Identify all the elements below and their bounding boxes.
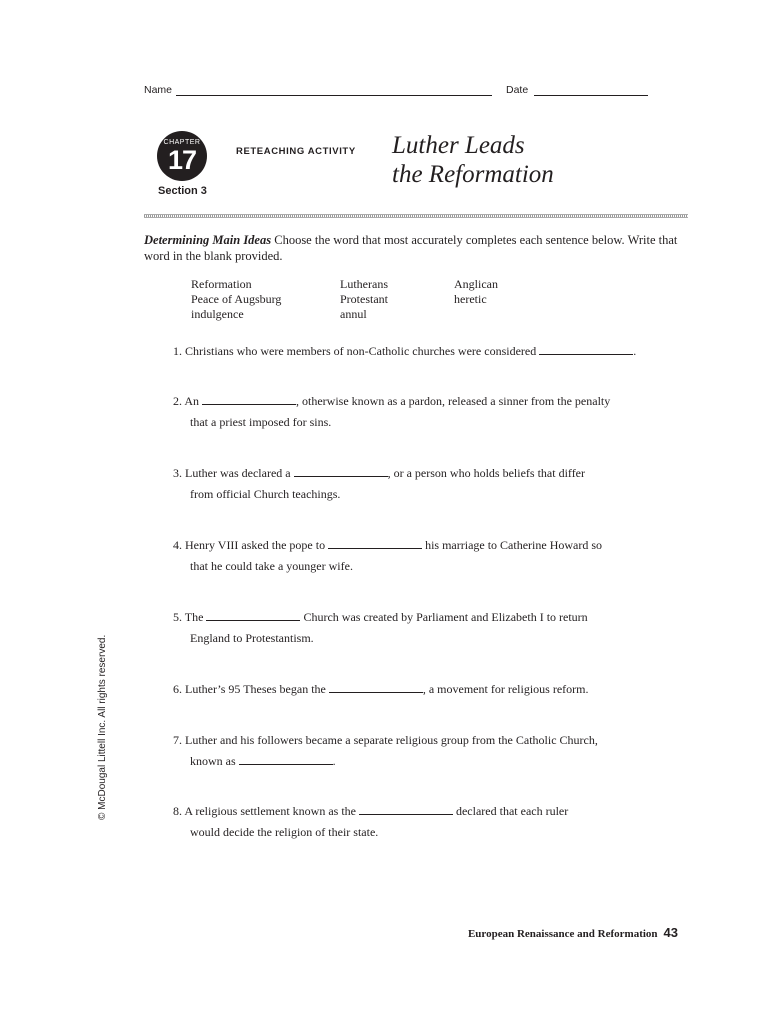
- question-text: 6. Luther’s 95 Theses began the: [173, 682, 326, 696]
- word-bank-item: Peace of Augsburg: [191, 292, 282, 306]
- question-text: 3. Luther was declared a: [173, 466, 291, 480]
- instructions-lead: Determining Main Ideas: [144, 233, 272, 247]
- question-text: .: [633, 344, 637, 358]
- page-footer: [468, 925, 678, 940]
- word-bank-item: heretic: [454, 292, 487, 306]
- page-title: [392, 131, 554, 189]
- page-number: 43: [663, 925, 678, 940]
- question-text: his marriage to Catherine Howard so: [425, 538, 603, 552]
- question-text: that he could take a younger wife.: [190, 559, 353, 573]
- question-text: Church was created by Parliament and Elizabeth I to return: [303, 610, 588, 624]
- question-text: , otherwise known as a pardon, released a sinner from the penalty: [296, 394, 611, 408]
- title-line-2: the Reformation: [392, 161, 554, 188]
- question-text: 2. An: [173, 394, 200, 408]
- question-text: England to Protestantism.: [190, 631, 314, 645]
- answer-blank-5[interactable]: [206, 619, 300, 621]
- title-line-1: Luther Leads: [392, 132, 525, 159]
- word-bank-item: Anglican: [454, 277, 498, 291]
- name-label: Name: [144, 84, 173, 96]
- word-bank-item: Reformation: [191, 277, 252, 291]
- answer-blank-4[interactable]: [328, 547, 422, 549]
- answer-blank-7[interactable]: [239, 763, 333, 765]
- question-text: 8. A religious settlement known as the: [173, 804, 356, 818]
- question-text: declared that each ruler: [455, 804, 569, 818]
- date-label: Date: [506, 84, 529, 96]
- activity-label: RETEACHING ACTIVITY: [236, 146, 356, 157]
- word-bank-item: Protestant: [340, 292, 388, 306]
- question-text: 1. Christians who were members of non-Catholic churches were considered: [173, 344, 537, 358]
- word-bank-col-2: [340, 277, 388, 322]
- chapter-badge: [157, 131, 207, 181]
- question-text: 4. Henry VIII asked the pope to: [173, 538, 326, 552]
- name-field[interactable]: [176, 95, 492, 96]
- chapter-label: CHAPTER: [163, 139, 201, 146]
- answer-blank-8[interactable]: [359, 813, 453, 815]
- question-text: that a priest imposed for sins.: [190, 415, 332, 429]
- answer-blank-6[interactable]: [329, 691, 423, 693]
- question-text: 7. Luther and his followers became a separate religious group from the Catholic Church,: [173, 733, 598, 747]
- answer-blank-1[interactable]: [539, 353, 633, 355]
- answer-blank-2[interactable]: [202, 403, 296, 405]
- question-text: from official Church teachings.: [190, 487, 341, 501]
- chapter-number: 17: [167, 145, 197, 175]
- section-label: Section 3: [158, 185, 207, 197]
- answer-blank-3[interactable]: [294, 475, 388, 477]
- question-text: would decide the religion of their state.: [190, 825, 379, 839]
- question-text: , a movement for religious reform.: [422, 682, 589, 696]
- word-bank-item: Lutherans: [340, 277, 388, 291]
- date-field[interactable]: [534, 95, 648, 96]
- question-text: known as: [190, 754, 236, 768]
- word-bank-item: indulgence: [191, 307, 244, 321]
- question-text: 5. The: [173, 610, 204, 624]
- word-bank-col-3: [454, 277, 498, 307]
- instructions: [144, 232, 684, 264]
- word-bank-col-1: [191, 277, 281, 322]
- instructions-text: Choose the word that most accurately completes each sentence below. Write that word in the blank provided.: [144, 233, 678, 263]
- word-bank-item: annul: [340, 307, 367, 321]
- divider-rule: [144, 214, 688, 218]
- copyright-notice: © McDougal Littell Inc. All rights reserved.: [97, 634, 108, 820]
- question-text: .: [332, 754, 336, 768]
- book-title: European Renaissance and Reformation: [467, 928, 658, 940]
- question-text: , or a person who holds beliefs that differ: [387, 466, 586, 480]
